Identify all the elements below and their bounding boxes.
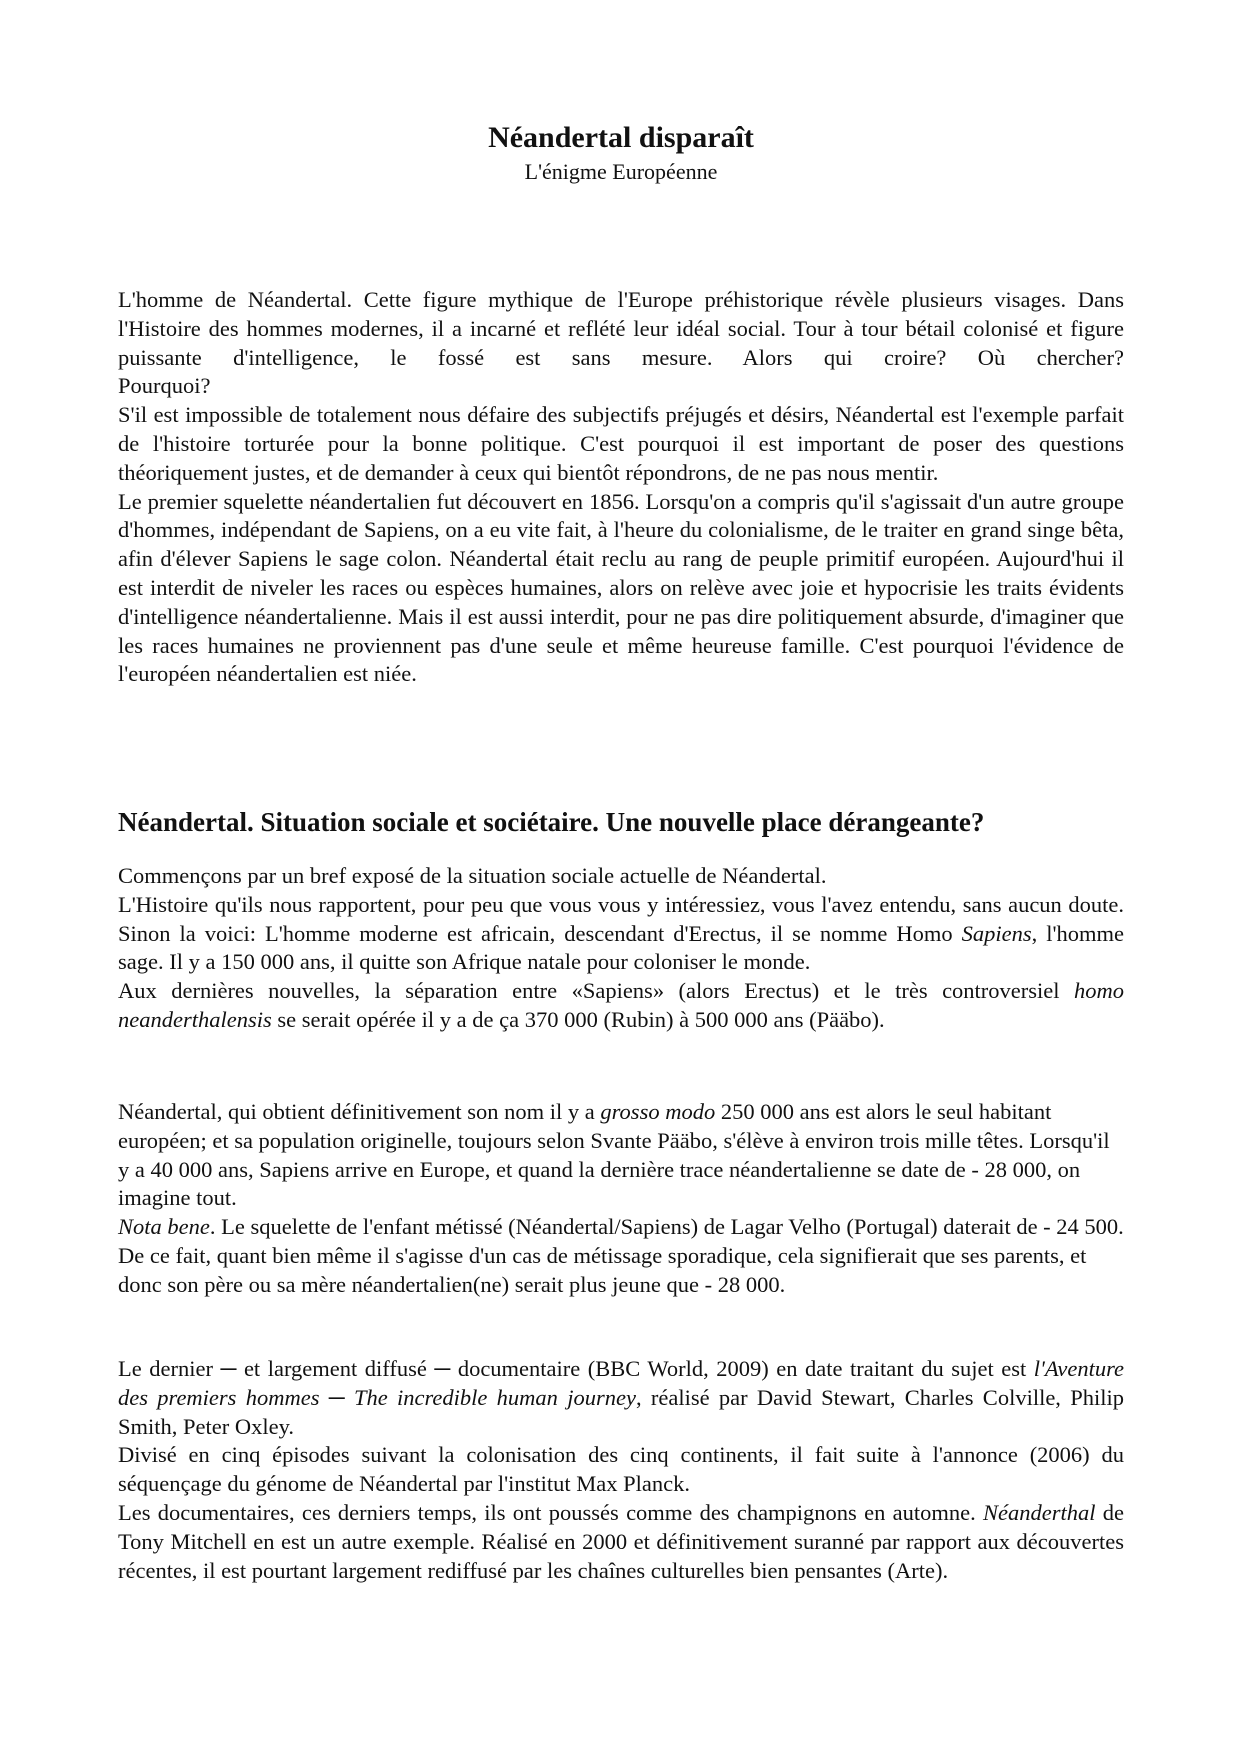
section-situation-sociale — [118, 862, 1124, 1035]
section3-p3-text-a: Les documentaires, ces derniers temps, ils ont poussés comme des champignons en automne. — [118, 1499, 983, 1525]
section2-p1-italic: grosso modo — [600, 1099, 716, 1124]
section1-p3-text-b: se serait opérée il y a de ça 370 000 (Rubin) à 500 000 ans (Pääbo). — [271, 1006, 885, 1032]
section3-paragraph-2: Divisé en cinq épisodes suivant la colonisation des cinq continents, il fait suite à l'annonce (2006) du séquençage du génome de Néandertal par l'institut Max Planck. — [118, 1442, 1124, 1497]
section2-paragraph-1 — [118, 1098, 1124, 1213]
intro-section — [118, 286, 1124, 689]
section2-p1-text-b: 250 000 ans est alors le seul habitant européen; et sa population originelle, toujours selon Svante Pääbo, s'élève à environ trois mille têtes. Lorsqu'il y a 40 000 ans, Sapiens arrive en Europe, et quand la dernière trace néandertalienne se date de - 28 000, on imagine tout. — [118, 1099, 1110, 1211]
section1-p3-text-a: Aux dernières nouvelles, la séparation entre «Sapiens» (alors Erectus) et le très controversiel — [118, 978, 1074, 1004]
title-block — [118, 118, 1124, 186]
section3-paragraph-3 — [118, 1499, 1124, 1585]
section3-p3-text-b: de Tony Mitchell en est un autre exemple. Réalisé en 2000 et définitivement suranné par rapport aux découvertes récentes, il est pourtant largement rediffusé par les chaînes culturelles bien pensantes (Arte). — [118, 1499, 1124, 1583]
section2-paragraph-2 — [118, 1213, 1124, 1299]
section3-p3-italic: Néanderthal — [982, 1499, 1096, 1525]
section1-p2-text-a: L'Histoire qu'ils nous rapportent, pour peu que vous vous y intéressiez, vous l'avez entendu, sans aucun doute. Sinon la voici: L'homme moderne est africain, descendant d'Erectus, il se nomme Homo — [118, 891, 1124, 946]
document-subtitle: L'énigme Européenne — [524, 159, 718, 184]
section1-p2-text-b: , l'homme sage. Il y a 150 000 ans, il quitte son Afrique natale pour coloniser le monde. — [118, 920, 1124, 975]
intro-paragraph-1-end: Pourquoi? — [118, 373, 211, 399]
intro-paragraph-2: S'il est impossible de totalement nous défaire des subjectifs préjugés et désirs, Néandertal est l'exemple parfait de l'histoire torturée pour la bonne politique. C'est pourquoi il est important de poser des questions théoriquement justes, et de demander à ceux qui bientôt répondrons, de ne pas nous mentir. — [118, 402, 1124, 485]
section-documentaires — [118, 1355, 1124, 1585]
section1-p3-italic: homo neanderthalensis — [118, 978, 1124, 1032]
section3-p1-italic: l'Aventure des premiers hommes ─ The incredible human journey — [118, 1356, 1124, 1410]
intro-paragraph-1: L'homme de Néandertal. Cette figure mythique de l'Europe préhistorique révèle plusieurs visages. Dans l'Histoire des hommes modernes, il a incarné et reflété leur idéal social. Tour à tour bétail colonisé et figure puissante d'intelligence, le fossé est sans mesure. Alors qui croire? Où chercher? — [118, 287, 1124, 370]
section2-p1-text-a: Néandertal, qui obtient définitivement son nom il y a — [118, 1099, 601, 1124]
section2-p2-text-b: . Le squelette de l'enfant métissé (Néandertal/Sapiens) de Lagar Velho (Portugal) daterait de - 24 500. De ce fait, quant bien même il s'agisse d'un cas de métissage sporadique, cela signifierait que ses parents, et donc son père ou sa mère néandertalien(ne) serait plus jeune que - 28 000. — [118, 1214, 1124, 1297]
section1-paragraph-1: Commençons par un bref exposé de la situation sociale actuelle de Néandertal. — [118, 863, 827, 888]
section3-p1-text-a: Le dernier ─ et largement diffusé ─ documentaire (BBC World, 2009) en date traitant du sujet est — [118, 1356, 1034, 1381]
intro-paragraph-3: Le premier squelette néandertalien fut découvert en 1856. Lorsqu'on a compris qu'il s'agissait d'un autre groupe d'hommes, indépendant de Sapiens, on a eu vite fait, à l'heure du colonialisme, de le traiter en grand singe bêta, afin d'élever Sapiens le sage colon. Néandertal était reclu au rang de peuple primitif européen. Aujourd'hui il est interdit de niveler les races ou espèces humaines, alors on relève avec joie et hypocrisie les traits évidents d'intelligence néandertalienne. Mais il est aussi interdit, pour ne pas dire politiquement absurde, d'imaginer que les races humaines ne proviennent pas d'une seule et même heureuse famille. C'est pourquoi l'évidence de l'européen néandertalien est niée. — [118, 488, 1124, 687]
section2-p2-italic: Nota bene — [118, 1214, 210, 1240]
section1-paragraph-3 — [118, 977, 1124, 1035]
section3-paragraph-1 — [118, 1355, 1124, 1441]
section-heading: Néandertal. Situation sociale et sociétaire. Une nouvelle place dérangeante? — [118, 807, 985, 837]
section-habitant-europeen — [118, 1098, 1124, 1300]
section1-paragraph-2 — [118, 891, 1124, 977]
section3-p1-text-b: , réalisé par David Stewart, Charles Colville, Philip Smith, Peter Oxley. — [118, 1384, 1124, 1439]
document-title: Néandertal disparaît — [488, 121, 754, 154]
section1-p2-italic: Sapiens — [961, 920, 1032, 946]
